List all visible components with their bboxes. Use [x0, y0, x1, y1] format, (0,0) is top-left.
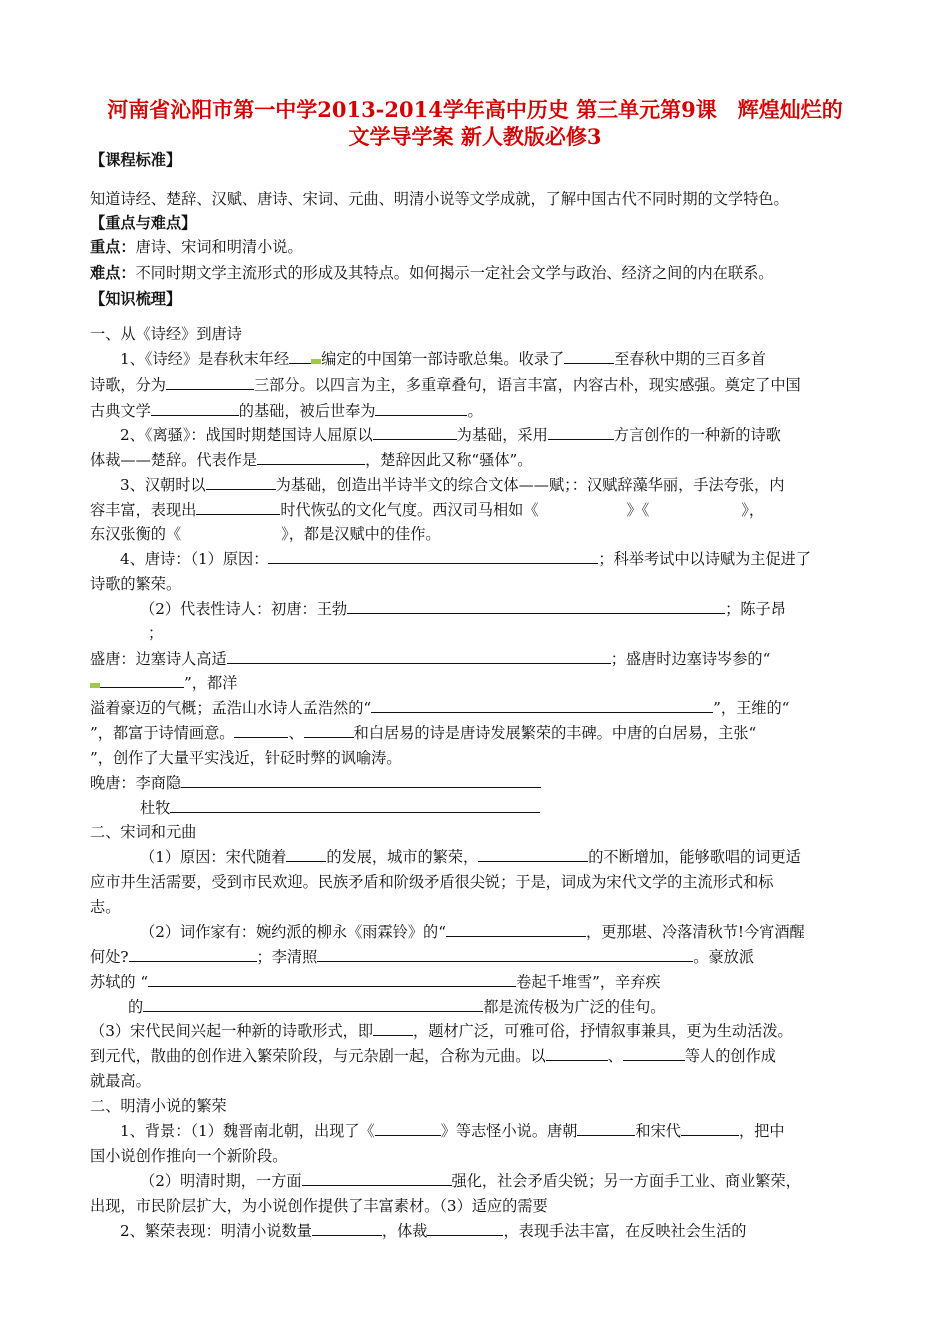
p2-sanqu: （3）宋代民间兴起一种新的诗歌形式，即 ，题材广泛，可雅可俗，抒情叙事兼具，更为生动活泼。	[90, 1022, 793, 1040]
key-label: 重点：	[90, 238, 136, 256]
heading-knowledge: 【知识梳理】	[90, 290, 182, 308]
blank[interactable]	[577, 1121, 635, 1136]
blank[interactable]	[373, 425, 457, 440]
blank[interactable]	[375, 1121, 441, 1136]
p1-item3-line3: 东汉张衡的《 》，都是汉赋中的佳作。	[90, 525, 441, 543]
heading-key-points: 【重点与难点】	[90, 214, 197, 232]
p1-item3: 3、汉朝时以 为基础，创造出半诗半文的综合文体——赋；：汉赋辞藻华丽，手法夸张，内	[120, 476, 785, 494]
p1-item4-meng: 溢着豪迈的气概；孟浩山水诗人孟浩然的“ ”，王维的“	[90, 699, 790, 717]
blank[interactable]	[304, 723, 354, 738]
p2-sanqu-line2: 到元代，散曲的创作进入繁荣阶段，与元杂剧一起，合称为元曲。以 、 等人的创作成	[90, 1047, 776, 1065]
blank[interactable]	[268, 549, 598, 564]
p2-authors: （2）词作家有：婉约派的柳永《雨霖铃》的“ ，更那堪、冷落清秋节!今宵酒醒	[140, 923, 805, 941]
part3-heading: 二、明清小说的繁荣	[90, 1097, 227, 1115]
p2-authors-line2: 何处? ；李清照 。豪放派	[90, 948, 755, 966]
key-text: 唐诗、宋词和明清小说。	[135, 238, 303, 256]
p1-item1: 1、《诗经》是春秋末年经 编定的中国第一部诗歌总集。收录了 至春秋中期的三百多首	[120, 350, 767, 368]
blank[interactable]	[427, 1221, 503, 1236]
blank[interactable]	[170, 798, 540, 813]
hard-text: 不同时期文学主流形式的形成及其特点。如何揭示一定社会文学与政治、经济之间的内在联系。	[135, 264, 774, 282]
blank[interactable]	[347, 599, 725, 614]
p2-reason-line2: 应市井生活需要，受到市民欢迎。民族矛盾和阶级矛盾很尖锐；于是，词成为宋代文学的主流形式和标	[90, 873, 774, 891]
p3-background: 1、背景：（1）魏晋南北朝，出现了《 》等志怪小说。唐朝 和宋代 ，把中	[120, 1122, 785, 1140]
blank[interactable]	[148, 972, 516, 987]
hard-label: 难点：	[90, 264, 136, 282]
blank[interactable]	[234, 723, 288, 738]
p1-item4-poets-early: （2）代表性诗人：初唐：王勃 ；陈子昂	[140, 600, 786, 618]
p2-authors-line3: 苏轼的 “ 卷起千堆雪”，辛弃疾	[90, 973, 661, 991]
blank[interactable]	[564, 349, 614, 364]
p3-ming-qing: （2）明清时期，一方面 强化，社会矛盾尖锐；另一方面手工业、商业繁荣，	[140, 1172, 801, 1190]
blank[interactable]	[166, 375, 254, 390]
blank[interactable]	[151, 401, 239, 416]
blank[interactable]	[312, 1221, 382, 1236]
hard-point-line	[90, 262, 773, 284]
p1-item4: 4、唐诗：（1）原因： ；科举考试中以诗赋为主促进了	[120, 550, 812, 568]
p1-item4-late-du: 杜牧	[140, 797, 540, 819]
blank[interactable]	[546, 1046, 608, 1061]
blank[interactable]	[375, 401, 467, 416]
blank[interactable]	[446, 922, 586, 937]
p1-item4-line2: 诗歌的繁荣。	[90, 575, 182, 593]
key-point-line	[90, 236, 303, 258]
blank[interactable]	[286, 847, 326, 862]
doc-title-line2: 文学导学案 新人教版必修3	[348, 124, 602, 149]
blank[interactable]	[100, 673, 184, 688]
blank[interactable]	[181, 773, 541, 788]
blank[interactable]	[623, 1046, 685, 1061]
blank[interactable]	[548, 425, 614, 440]
blank[interactable]	[317, 947, 693, 962]
p1-item3-line2: 容丰富，表现出 时代恢弘的文化气度。西汉司马相如《 》《 》，	[90, 501, 765, 519]
p3-background-line2: 国小说创作推向一个新阶段。	[90, 1147, 288, 1165]
blank[interactable]	[196, 500, 280, 515]
p3-ming-qing-line2: 出现，市民阶层扩大，为小说创作提供了丰富素材。（3）适应的需要	[90, 1197, 548, 1215]
heading-curriculum: 【课程标准】	[90, 151, 182, 169]
p1-item1-line3: 古典文学 的基础，被后世奉为 。	[90, 402, 483, 420]
highlight-mark	[90, 683, 100, 688]
blank[interactable]	[143, 997, 483, 1012]
blank[interactable]	[206, 475, 276, 490]
part1-heading: 一、从《诗经》到唐诗	[90, 325, 242, 343]
p1-item4-cen-shen: ”，都洋	[90, 672, 237, 694]
p1-item2: 2、《离骚》：战国时期楚国诗人屈原以 为基础，采用 方言创作的一种新的诗歌	[120, 426, 781, 444]
blank[interactable]	[227, 649, 611, 664]
p2-sanqu-line3: 就最高。	[90, 1072, 151, 1090]
doc-title-line1: 河南省沁阳市第一中学2013-2014学年高中历史 第三单元第9课 辉煌灿烂的	[107, 97, 843, 122]
p2-authors-line4: 的 都是流传极为广泛的佳句。	[128, 998, 666, 1016]
part2-heading: 二、宋词和元曲	[90, 823, 197, 841]
blank[interactable]	[129, 947, 257, 962]
p1-item4-late-li: 晚唐：李商隐	[90, 772, 541, 794]
highlight-mark	[311, 359, 321, 364]
blank[interactable]	[478, 847, 588, 862]
p3-prosperity: 2、繁荣表现：明清小说数量 ，体裁 ，表现手法丰富，在反映社会生活的	[120, 1222, 747, 1240]
blank[interactable]	[289, 349, 311, 364]
p1-item1-line2: 诗歌，分为 三部分。以四言为主，多重章叠句，语言丰富，内容古朴，现实感强。奠定了中国	[90, 376, 801, 394]
p1-item4-sep: ；	[148, 624, 164, 642]
blank[interactable]	[302, 1171, 452, 1186]
p1-item4-wang: ”，都富于诗情画意。 、 和白居易的诗是唐诗发展繁荣的丰碑。中唐的白居易，主张“	[90, 724, 757, 742]
blank[interactable]	[257, 450, 365, 465]
p1-item2-line2: 体裁——楚辞。代表作是 ，楚辞因此又称“骚体”。	[90, 451, 533, 469]
p1-item4-bai: ”，创作了大量平实浅近，针砭时弊的讽喻涛。	[90, 749, 402, 767]
blank[interactable]	[371, 698, 713, 713]
curriculum-text: 知道诗经、楚辞、汉赋、唐诗、宋词、元曲、明清小说等文学成就，了解中国古代不同时期的文学特色。	[90, 190, 789, 208]
blank[interactable]	[373, 1021, 413, 1036]
blank[interactable]	[681, 1121, 739, 1136]
p2-reason-line3: 志。	[90, 898, 121, 916]
p2-reason: （1）原因：宋代随着 的发展，城市的繁荣， 的不断增加，能够歌唱的词更适	[140, 848, 801, 866]
p1-item4-high-tang: 盛唐：边塞诗人高适 ；盛唐时边塞诗岑参的“	[90, 650, 771, 668]
